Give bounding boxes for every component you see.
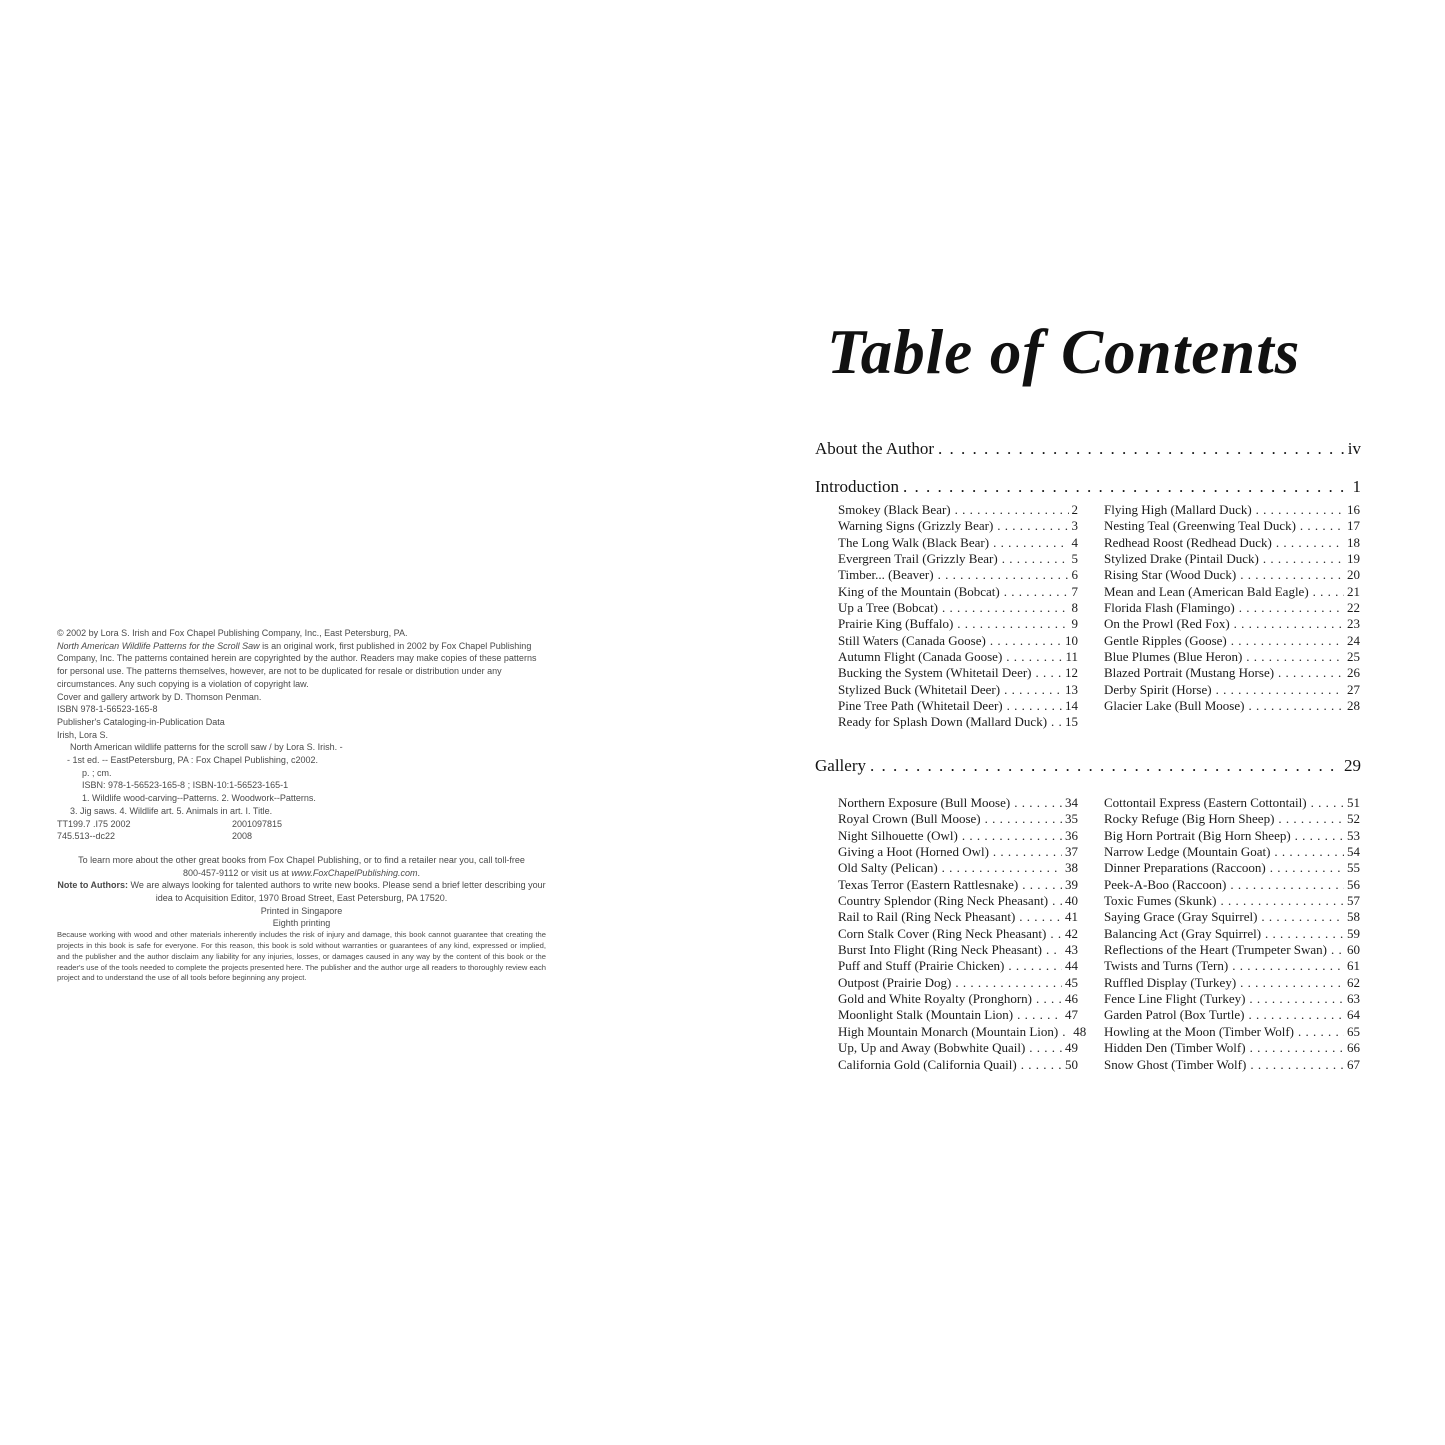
toc-item-page: 3: [1071, 518, 1078, 534]
dot-leader: [1006, 649, 1062, 665]
toc-item: [1104, 991, 1360, 1007]
learn-more-phone: 800-457-9112 or visit us at: [183, 867, 292, 878]
dot-leader: [1270, 860, 1344, 876]
toc-item: [838, 665, 1078, 681]
dot-leader: [1331, 942, 1344, 958]
toc-item-page: 10: [1065, 632, 1078, 648]
toc-entry-label: About the Author: [815, 439, 934, 458]
toc-item-label: Blue Plumes (Blue Heron): [1104, 649, 1243, 665]
toc-item-page: 16: [1347, 502, 1360, 517]
toc-entry-gallery: [815, 755, 1361, 777]
original-work-notice: [57, 640, 546, 691]
toc-item: [838, 828, 1078, 844]
toc-item-page: 39: [1065, 876, 1078, 892]
cip-entry-line2: - 1st ed. -- EastPetersburg, PA : Fox Chapel Publishing, c2002.: [67, 755, 318, 766]
toc-entry-page: 29: [1344, 756, 1361, 775]
toc-item-label: Up, Up and Away (Bobwhite Quail): [838, 1040, 1026, 1056]
toc-item-label: Outpost (Prairie Dog): [838, 974, 952, 990]
toc-item-label: Flying High (Mallard Duck): [1104, 502, 1252, 517]
toc-item: [1104, 844, 1360, 860]
toc-item-label: Up a Tree (Bobcat): [838, 600, 939, 616]
toc-item-label: Rocky Refuge (Big Horn Sheep): [1104, 811, 1275, 827]
toc-item-page: 20: [1347, 567, 1360, 583]
toc-item-page: 27: [1347, 681, 1360, 697]
cip-year: 2008: [232, 831, 253, 842]
toc-item-page: 59: [1347, 925, 1360, 941]
toc-item-label: High Mountain Monarch (Mountain Lion): [838, 1023, 1059, 1039]
toc-item: [838, 844, 1078, 860]
dot-leader: [1062, 1024, 1070, 1040]
dot-leader: [1278, 665, 1344, 681]
toc-item: [838, 991, 1078, 1007]
dot-leader: [938, 567, 1069, 583]
cip-author: Irish, Lora S.: [57, 729, 109, 740]
toc-item-page: 41: [1065, 909, 1078, 925]
toc-item: [838, 551, 1078, 567]
dot-leader: [1234, 616, 1344, 632]
dot-leader: [1052, 893, 1062, 909]
toc-item: [838, 926, 1078, 942]
toc-item-label: Howling at the Moon (Timber Wolf): [1104, 1023, 1294, 1039]
toc-item-label: Gentle Ripples (Goose): [1104, 632, 1227, 648]
toc-item: [1104, 600, 1360, 616]
toc-item: [838, 714, 1078, 730]
toc-item-label: Narrow Ledge (Mountain Goat): [1104, 844, 1271, 860]
toc-item-label: Hidden Den (Timber Wolf): [1104, 1040, 1246, 1056]
toc-item-page: 43: [1065, 942, 1078, 958]
toc-item: [838, 1057, 1078, 1073]
learn-more-line2: [57, 867, 546, 880]
cip-isbn: ISBN: 978-1-56523-165-8 ; ISBN-10:1-56523-165-1: [82, 780, 289, 791]
toc-item: [1104, 795, 1360, 811]
toc-item-page: 21: [1347, 583, 1360, 599]
copyright-line: © 2002 by Lora S. Irish and Fox Chapel Publishing Company, Inc., East Petersburg, PA.: [57, 628, 408, 638]
toc-item-label: King of the Mountain (Bobcat): [838, 583, 1000, 599]
dot-leader: [957, 616, 1068, 632]
toc-item: [838, 811, 1078, 827]
dot-leader: [942, 600, 1068, 616]
toc-item-page: 9: [1071, 616, 1078, 632]
toc-item-label: Northern Exposure (Bull Moose): [838, 795, 1011, 810]
toc-item: [1104, 958, 1360, 974]
toc-item: [1104, 567, 1360, 583]
cip-dewey: 745.513--dc22: [57, 831, 116, 842]
dot-leader: [1300, 518, 1344, 534]
dot-leader: [1276, 535, 1344, 551]
toc-item-page: 56: [1347, 876, 1360, 892]
toc-item-label: Derby Spirit (Horse): [1104, 681, 1212, 697]
dot-leader: [1022, 877, 1062, 893]
toc-item-label: Rail to Rail (Ring Neck Pheasant): [838, 909, 1016, 925]
toc-item: [1104, 909, 1360, 925]
dot-leader: [1232, 958, 1344, 974]
toc-item: [1104, 975, 1360, 991]
toc-item-label: Evergreen Trail (Grizzly Bear): [838, 551, 998, 567]
toc-item: [838, 877, 1078, 893]
dot-leader: [1036, 665, 1062, 681]
toc-item: [838, 975, 1078, 991]
toc-item-page: 11: [1065, 649, 1078, 665]
printing-number: Eighth printing: [272, 918, 331, 929]
toc-item: [838, 795, 1078, 811]
toc-item-page: 53: [1347, 827, 1360, 843]
toc-item-page: 60: [1347, 942, 1360, 958]
copyright-page: [57, 627, 546, 984]
toc-item-label: California Gold (California Quail): [838, 1056, 1017, 1072]
toc-item-page: 14: [1065, 698, 1078, 714]
toc-item: [1104, 1024, 1360, 1040]
toc-item-label: Corn Stalk Cover (Ring Neck Pheasant): [838, 925, 1047, 941]
toc-item-label: Warning Signs (Grizzly Bear): [838, 518, 994, 534]
toc-item-label: Timber... (Beaver): [838, 567, 934, 583]
dot-leader: [870, 755, 1341, 777]
toc-item-page: 34: [1065, 795, 1078, 810]
toc-item: [1104, 926, 1360, 942]
dot-leader: [993, 535, 1068, 551]
dot-leader: [985, 811, 1062, 827]
dot-leader: [1008, 958, 1062, 974]
safety-disclaimer: Because working with wood and other materials inherently includes the risk of injury and damage, this book cannot guarantee that creating the projects in this book is safe for everyone. For this reason, this book is sold without warranties or guarantees of any kind, expressed or implied, and the publisher and the author disclaim any liability for any injuries, losses, or damages caused in any way by the content of this book or the reader's use of the tools needed to complete the projects presented here. The publisher and the author urge all readers to thoroughly review each project and to understand the use of all tools before beginning any project.: [57, 930, 546, 983]
book-title-italic: North American Wildlife Patterns for the Scroll Saw: [57, 640, 260, 651]
note-label: Note to Authors:: [57, 880, 129, 891]
toc-item-label: Stylized Buck (Whitetail Deer): [838, 681, 1001, 697]
dot-leader: [1231, 633, 1344, 649]
dot-leader: [1298, 1024, 1344, 1040]
toc-item-page: 51: [1347, 795, 1360, 810]
toc-item: [838, 633, 1078, 649]
toc-item-page: 15: [1065, 714, 1078, 730]
dot-leader: [1019, 909, 1062, 925]
isbn-line: ISBN 978-1-56523-165-8: [57, 704, 158, 715]
toc-item-label: Reflections of the Heart (Trumpeter Swan): [1104, 942, 1327, 958]
toc-item-label: Glacier Lake (Bull Moose): [1104, 698, 1245, 714]
dot-leader: [1248, 698, 1344, 714]
dot-leader: [955, 975, 1062, 991]
introduction-column-1: [838, 502, 1078, 731]
toc-item-page: 64: [1347, 1007, 1360, 1023]
toc-item-label: Ruffled Display (Turkey): [1104, 974, 1237, 990]
dot-leader: [1230, 877, 1344, 893]
toc-item: [1104, 1007, 1360, 1023]
dot-leader: [1239, 600, 1344, 616]
toc-item-page: 19: [1347, 551, 1360, 567]
toc-item-label: Redhead Roost (Redhead Duck): [1104, 534, 1272, 550]
toc-item-page: 42: [1065, 925, 1078, 941]
toc-item-page: 57: [1347, 893, 1360, 909]
dot-leader: [993, 844, 1062, 860]
toc-item-page: 8: [1071, 600, 1078, 616]
toc-entry-introduction: [815, 476, 1361, 498]
learn-more-line1: To learn more about the other great books from Fox Chapel Publishing, or to find a retailer near you, call toll-free: [78, 854, 525, 865]
dot-leader: [1051, 714, 1062, 730]
dot-leader: [1248, 1007, 1344, 1023]
toc-item-page: 45: [1065, 974, 1078, 990]
toc-entry-label: Introduction: [815, 477, 900, 496]
toc-item: [838, 860, 1078, 876]
dot-leader: [1250, 1040, 1344, 1056]
toc-item: [1104, 649, 1360, 665]
toc-item-label: Balancing Act (Gray Squirrel): [1104, 925, 1262, 941]
toc-item: [838, 649, 1078, 665]
dot-leader: [1256, 502, 1344, 518]
original-work-text: is an original work, first published in 2002 by Fox Chapel Publishing Company, Inc. The patterns contained herein are copyrighted by the author. Readers may make copies of these patterns for personal use. The patterns themselves, however, are not to be duplicated for resale or distribution under any circumstances. Any such copying is a violation of copyright law.: [57, 640, 537, 689]
dot-leader: [1311, 795, 1344, 811]
toc-item: [1104, 942, 1360, 958]
toc-item: [1104, 518, 1360, 534]
toc-item-page: 5: [1071, 551, 1078, 567]
toc-item: [1104, 860, 1360, 876]
dot-leader: [990, 633, 1062, 649]
toc-item-label: Autumn Flight (Canada Goose): [838, 649, 1003, 665]
toc-item-label: Blazed Portrait (Mustang Horse): [1104, 665, 1275, 681]
toc-item-page: 50: [1065, 1056, 1078, 1072]
toc-item-label: Dinner Preparations (Raccoon): [1104, 860, 1266, 876]
toc-item: [1104, 551, 1360, 567]
toc-item: [1104, 665, 1360, 681]
dot-leader: [903, 476, 1349, 498]
toc-item-label: Peek-A-Boo (Raccoon): [1104, 876, 1227, 892]
toc-item-page: 66: [1347, 1040, 1360, 1056]
toc-item-page: 67: [1347, 1056, 1360, 1072]
toc-item: [838, 600, 1078, 616]
toc-item: [1104, 682, 1360, 698]
toc-item: [838, 893, 1078, 909]
toc-item-page: 4: [1071, 534, 1078, 550]
dot-leader: [1029, 1040, 1062, 1056]
dot-leader: [1050, 926, 1062, 942]
toc-item-label: Cottontail Express (Eastern Cottontail): [1104, 795, 1307, 810]
toc-item-label: Smokey (Black Bear): [838, 502, 951, 517]
cip-entry: [57, 741, 546, 766]
toc-item-label: Old Salty (Pelican): [838, 860, 938, 876]
gallery-item-columns: [838, 795, 1361, 1073]
toc-item-label: Stylized Drake (Pintail Duck): [1104, 551, 1259, 567]
toc-item-label: Toxic Fumes (Skunk): [1104, 893, 1217, 909]
toc-item-label: Garden Patrol (Box Turtle): [1104, 1007, 1245, 1023]
toc-item-page: 13: [1065, 681, 1078, 697]
toc-item-page: 48: [1073, 1023, 1087, 1039]
printed-in: Printed in Singapore: [260, 905, 343, 916]
toc-item: [838, 682, 1078, 698]
toc-item: [838, 1040, 1078, 1056]
toc-item: [1104, 698, 1360, 714]
toc-item: [1104, 828, 1360, 844]
toc-item-page: 65: [1347, 1023, 1360, 1039]
toc-item-page: 40: [1065, 893, 1078, 909]
toc-item-label: Moonlight Stalk (Mountain Lion): [838, 1007, 1014, 1023]
toc-entry-label: Gallery: [815, 756, 866, 775]
printing-info: [57, 905, 546, 930]
cip-subjects: [57, 792, 546, 817]
dot-leader: [1261, 909, 1344, 925]
toc-item-page: 36: [1065, 827, 1078, 843]
note-to-authors: [57, 879, 546, 904]
dot-leader: [1017, 1007, 1062, 1023]
dot-leader: [1004, 584, 1069, 600]
toc-item-label: Puff and Stuff (Prairie Chicken): [838, 958, 1005, 974]
toc-item-page: 26: [1347, 665, 1360, 681]
dot-leader: [1046, 942, 1062, 958]
dot-leader: [1036, 991, 1062, 1007]
dot-leader: [1274, 844, 1344, 860]
learn-more: [57, 854, 546, 879]
toc-item-page: 54: [1347, 844, 1360, 860]
dot-leader: [1249, 991, 1344, 1007]
toc-item-page: 38: [1065, 860, 1078, 876]
dot-leader: [1004, 682, 1062, 698]
cip-codes: [57, 818, 546, 843]
dot-leader: [1007, 698, 1062, 714]
dot-leader: [997, 518, 1068, 534]
toc-entry-page: 1: [1352, 477, 1361, 496]
toc-item: [1104, 584, 1360, 600]
toc-item: [838, 616, 1078, 632]
dot-leader: [1220, 893, 1344, 909]
dot-leader: [1240, 975, 1344, 991]
toc-item-page: 12: [1065, 665, 1078, 681]
toc-item-page: 61: [1347, 958, 1360, 974]
toc-item-label: Ready for Splash Down (Mallard Duck): [838, 714, 1048, 730]
toc-item: [838, 518, 1078, 534]
dot-leader: [1278, 811, 1344, 827]
toc-item-label: Bucking the System (Whitetail Deer): [838, 665, 1032, 681]
dot-leader: [1246, 649, 1344, 665]
toc-item: [838, 958, 1078, 974]
toc-item-page: 25: [1347, 649, 1360, 665]
toc-item: [1104, 1040, 1360, 1056]
publisher-url: www.FoxChapelPublishing.com: [291, 867, 418, 878]
toc-item-label: The Long Walk (Black Bear): [838, 534, 990, 550]
cip-pagination: p. ; cm.: [82, 767, 112, 778]
dot-leader: [1240, 567, 1344, 583]
toc-item-label: Rising Star (Wood Duck): [1104, 567, 1237, 583]
toc-item-page: 6: [1071, 567, 1078, 583]
toc-item: [1104, 1057, 1360, 1073]
artwork-credit: Cover and gallery artwork by D. Thomson Penman.: [57, 691, 262, 702]
toc-item-label: Giving a Hoot (Horned Owl): [838, 844, 989, 860]
gallery-column-1: [838, 795, 1087, 1073]
toc-item-label: Twists and Turns (Tern): [1104, 958, 1229, 974]
cip-subjects-line2: 3. Jig saws. 4. Wildlife art. 5. Animals in art. I. Title.: [70, 805, 273, 816]
gallery-column-2: [1104, 795, 1360, 1073]
toc-item-page: 35: [1065, 811, 1078, 827]
toc-item: [838, 584, 1078, 600]
toc-item-label: Burst Into Flight (Ring Neck Pheasant): [838, 942, 1043, 958]
toc-item-page: 17: [1347, 518, 1360, 534]
toc-item-page: 24: [1347, 632, 1360, 648]
toc-item: [1104, 877, 1360, 893]
cip-call-number: TT199.7 .I75 2002: [57, 818, 131, 829]
cip-subjects-line1: 1. Wildlife wood-carving--Patterns. 2. Woodwork--Patterns.: [82, 793, 316, 804]
dot-leader: [942, 860, 1062, 876]
dot-leader: [1216, 682, 1344, 698]
toc-item-label: Prairie King (Buffalo): [838, 616, 954, 632]
cip-entry-line1: North American wildlife patterns for the scroll saw / by Lora S. Irish. -: [70, 742, 343, 753]
dot-leader: [938, 438, 1345, 460]
toc-item-page: 63: [1347, 991, 1360, 1007]
toc-item: [838, 698, 1078, 714]
introduction-column-2: [1104, 502, 1360, 731]
toc-item-page: 28: [1347, 698, 1360, 714]
dot-leader: [1263, 551, 1344, 567]
toc-item-page: 62: [1347, 974, 1360, 990]
dot-leader: [1002, 551, 1069, 567]
toc-item: [1104, 502, 1360, 518]
toc-item-label: Night Silhouette (Owl): [838, 827, 958, 843]
toc-item-label: Fence Line Flight (Turkey): [1104, 991, 1246, 1007]
toc-item: [1104, 616, 1360, 632]
toc-item: [1104, 633, 1360, 649]
toc-item-page: 23: [1347, 616, 1360, 632]
toc-item-label: Saying Grace (Gray Squirrel): [1104, 909, 1258, 925]
toc-item-label: Snow Ghost (Timber Wolf): [1104, 1056, 1247, 1072]
toc-item: [1104, 535, 1360, 551]
toc-item-label: Country Splendor (Ring Neck Pheasant): [838, 893, 1049, 909]
toc-item: [838, 535, 1078, 551]
toc-item-page: 47: [1065, 1007, 1078, 1023]
toc-item: [838, 942, 1078, 958]
dot-leader: [1265, 926, 1344, 942]
cip-lccn: 2001097815: [232, 818, 283, 829]
toc-item-label: Florida Flash (Flamingo): [1104, 600, 1235, 616]
toc-item-page: 46: [1065, 991, 1078, 1007]
toc-item: [1104, 811, 1360, 827]
toc-item-page: 58: [1347, 909, 1360, 925]
toc-item-page: 55: [1347, 860, 1360, 876]
page-title: Table of Contents: [827, 317, 1301, 387]
toc-item-label: Nesting Teal (Greenwing Teal Duck): [1104, 518, 1296, 534]
toc-item: [1104, 893, 1360, 909]
dot-leader: [1313, 584, 1344, 600]
toc-item-page: 18: [1347, 534, 1360, 550]
cip-heading: Publisher's Cataloging-in-Publication Data: [57, 716, 225, 727]
toc-item-label: On the Prowl (Red Fox): [1104, 616, 1230, 632]
toc-item: [838, 909, 1078, 925]
dot-leader: [955, 502, 1069, 518]
toc-item-page: 22: [1347, 600, 1360, 616]
note-text: We are always looking for talented authors to write new books. Please send a brief letter describing your idea to Acquisition Editor, 1970 Broad Street, East Petersburg, PA 17520.: [128, 880, 546, 904]
toc-item-label: Texas Terror (Eastern Rattlesnake): [838, 876, 1019, 892]
learn-more-suffix: .: [417, 867, 420, 878]
dot-leader: [1250, 1057, 1344, 1073]
dot-leader: [1014, 795, 1062, 811]
toc-item-page: 52: [1347, 811, 1360, 827]
toc-entry-page: iv: [1347, 439, 1361, 458]
toc-item-label: Mean and Lean (American Bald Eagle): [1104, 583, 1309, 599]
dot-leader: [962, 828, 1062, 844]
toc-item-page: 44: [1065, 958, 1078, 974]
toc-item-label: Big Horn Portrait (Big Horn Sheep): [1104, 827, 1291, 843]
toc-item-page: 2: [1071, 502, 1078, 517]
toc-entry-about-the-author: [815, 438, 1361, 460]
introduction-item-columns: [838, 502, 1361, 731]
dot-leader: [1021, 1057, 1062, 1073]
toc-item-label: Still Waters (Canada Goose): [838, 632, 986, 648]
toc-item-label: Pine Tree Path (Whitetail Deer): [838, 698, 1003, 714]
toc-item-page: 7: [1071, 583, 1078, 599]
toc-item-page: 49: [1065, 1040, 1078, 1056]
toc-item: [838, 567, 1078, 583]
toc-item-label: Gold and White Royalty (Pronghorn): [838, 991, 1033, 1007]
toc-item-page: 37: [1065, 844, 1078, 860]
toc-item: [838, 502, 1078, 518]
toc-item: [838, 1023, 1087, 1040]
toc-item-label: Royal Crown (Bull Moose): [838, 811, 981, 827]
dot-leader: [1295, 828, 1344, 844]
toc-item: [838, 1007, 1078, 1023]
